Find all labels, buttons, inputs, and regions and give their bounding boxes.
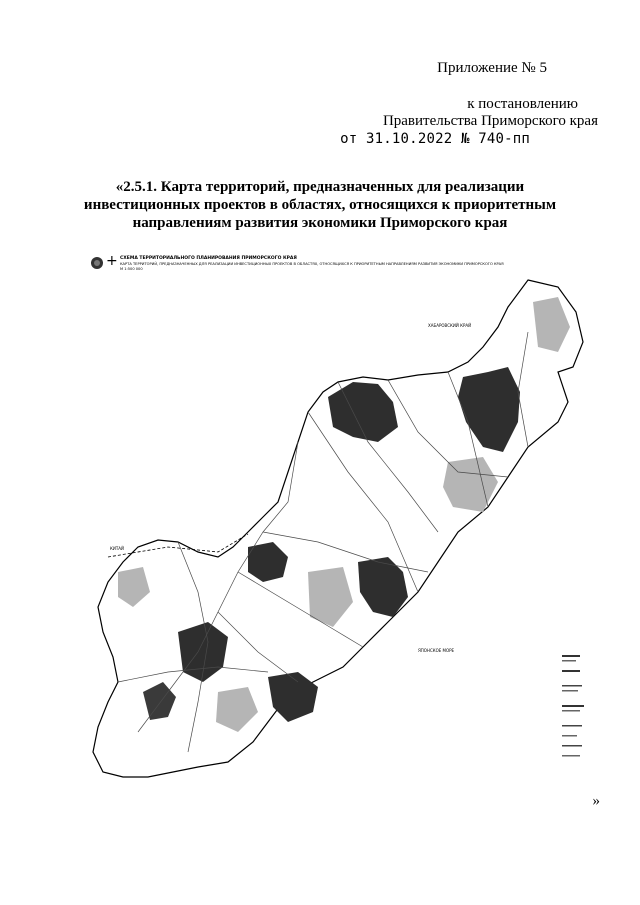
cross-icon: +	[106, 253, 118, 269]
document-title	[62, 178, 578, 232]
map-scheme-subtitle: КАРТА ТЕРРИТОРИЙ, ПРЕДНАЗНАЧЕННЫХ ДЛЯ РЕАЛИЗАЦИИ ИНВЕСТИЦИОННЫХ ПРОЕКТОВ В ОБЛАСТЯХ, ОТНОСЯЩИХСЯ К ПРИОРИТЕТНЫМ НАПРАВЛЕНИЯМ РАЗВИТИЯ ЭКОНОМИКИ ПРИМОРСКОГО КРАЯ	[120, 262, 504, 266]
title-line-1: «2.5.1. Карта территорий, предназначенных для реализации	[115, 179, 525, 195]
label-sea: ЯПОНСКОЕ МОРЕ	[418, 648, 455, 653]
map-legend	[560, 650, 610, 770]
closing-quote: »	[592, 793, 600, 809]
map-scale: М 1:500 000	[120, 267, 143, 271]
title-line-3: направлениям развития экономики Приморского края	[132, 215, 508, 231]
to-decree-line: к постановлению	[467, 96, 578, 112]
decree-date: от 31.10.2022 № 740-пп	[340, 131, 530, 147]
government-line: Правительства Приморского края	[382, 113, 598, 129]
legend-drawing	[560, 650, 610, 770]
label-khabarovsk: ХАБАРОВСКИЙ КРАЙ	[428, 323, 472, 328]
map-drawing	[88, 272, 608, 792]
territory-map	[88, 272, 608, 792]
appendix-number: Приложение № 5	[437, 60, 547, 76]
title-line-2: инвестиционных проектов в областях, относящихся к приоритетным	[83, 197, 557, 213]
map-scheme-title: СХЕМА ТЕРРИТОРИАЛЬНОГО ПЛАНИРОВАНИЯ ПРИМОРСКОГО КРАЯ	[120, 256, 297, 261]
label-china: КИТАЙ	[110, 546, 125, 551]
emblem-icon	[90, 256, 104, 270]
